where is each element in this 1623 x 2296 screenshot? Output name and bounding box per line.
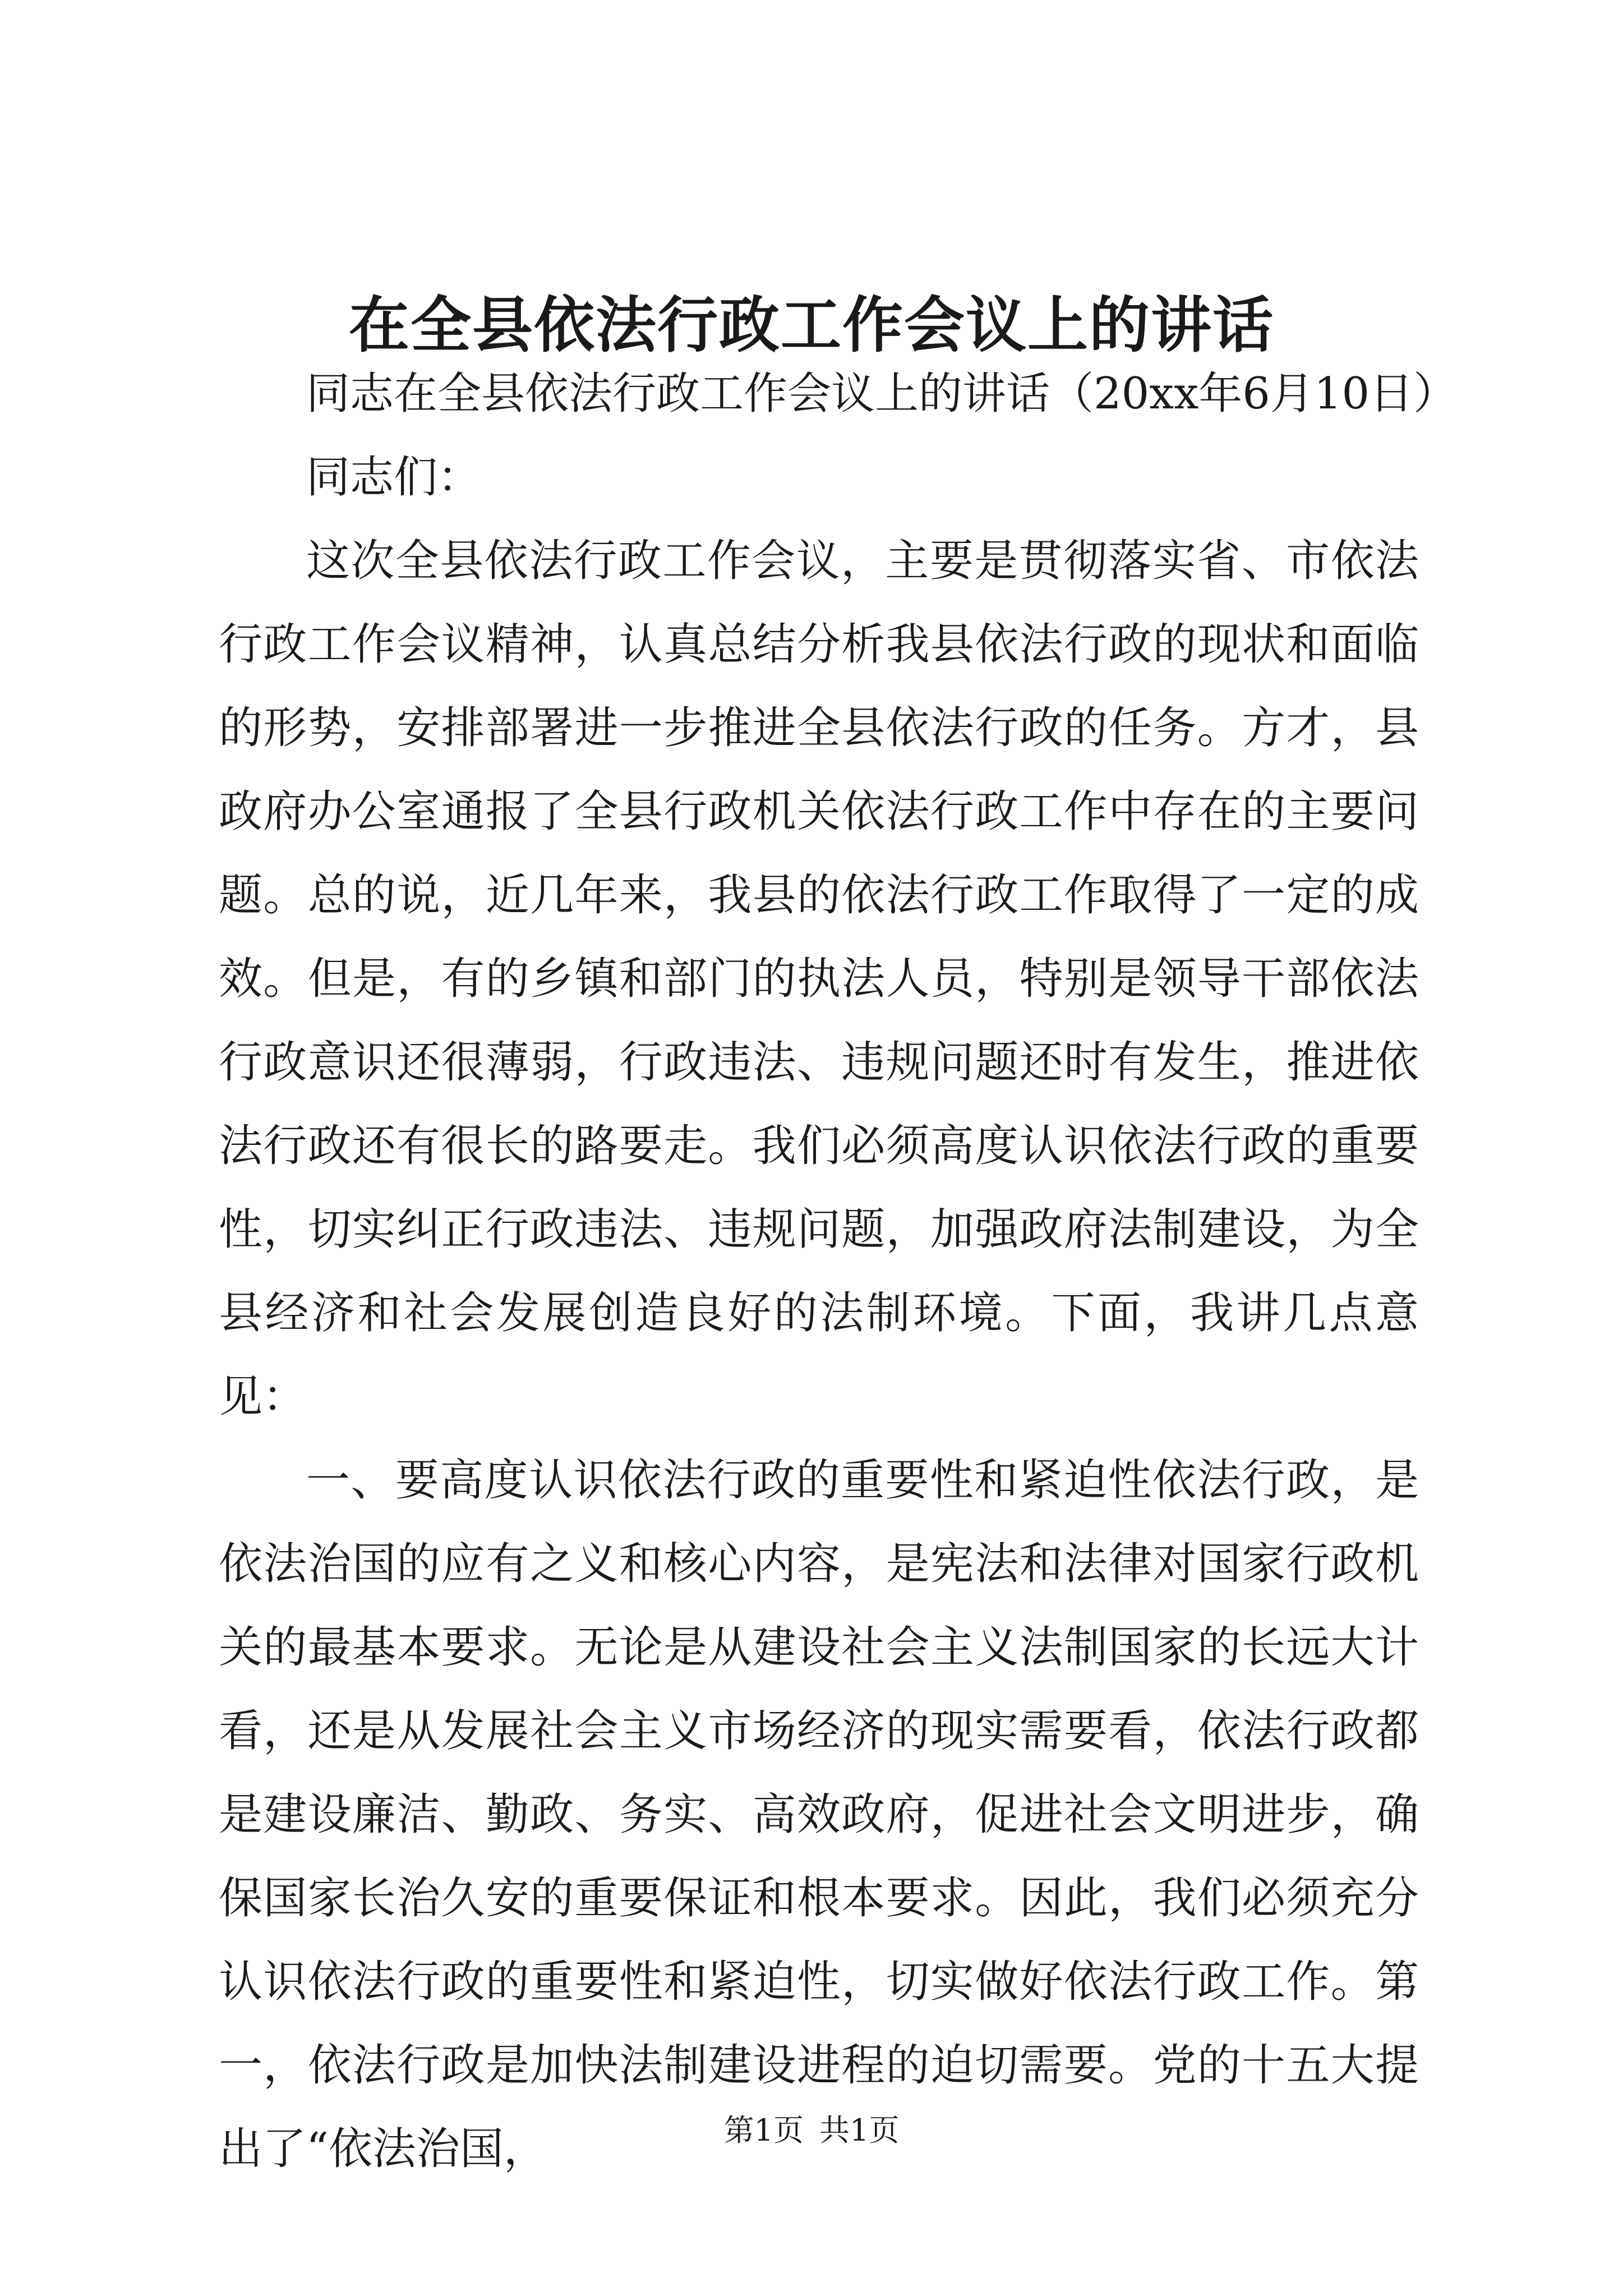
body-paragraph: 一、要高度认识依法行政的重要性和紧迫性依法行政，是依法治国的应有之义和核心内容，是宪法和法律对国家行政机关的最基本要求。无论是从建设社会主义法制国家的长远大计看，还是从发展社会主义市场经济的现实需要看，依法行政都是建设廉洁、勤政、务实、高效政府，促进社会文明进步，确保国家长治久安的重要保证和根本要求。因此，我们必须充分认识依法行政的重要性和紧迫性，切实做好依法行政工作。第一，依法行政是加快法制建设进程的迫切需要。党的十五大提出了“依法治国， [219,1455,1419,2174]
salutation: 同志们： [306,452,482,503]
page-number: 第1页 [723,2113,804,2148]
speech-subtitle: 同志在全县依法行政工作会议上的讲话（20xx年6月10日） [306,369,1458,419]
body-paragraph: 这次全县依法行政工作会议，主要是贯彻落实省、市依法行政工作会议精神，认真总结分析我县依法行政的现状和面临的形势，安排部署进一步推进全县依法行政的任务。方才，县政府办公室通报了全县行政机关依法行政工作中存在的主要问题。总的说，近几年来，我县的依法行政工作取得了一定的成效。但是，有的乡镇和部门的执法人员，特别是领导干部依法行政意识还很薄弱，行政违法、违规问题还时有发生，推进依法行政还有很长的路要走。我们必须高度认识依法行政的重要性，切实纠正行政违法、违规问题，加强政府法制建设，为全县经济和社会发展创造良好的法制环境。下面，我讲几点意见： [219,536,1419,1422]
document-body [219,352,1458,2191]
document-title: 在全县依法行政工作会议上的讲话 [348,290,1274,361]
page-total: 共1页 [819,2113,900,2148]
page-footer [0,2108,1623,2153]
